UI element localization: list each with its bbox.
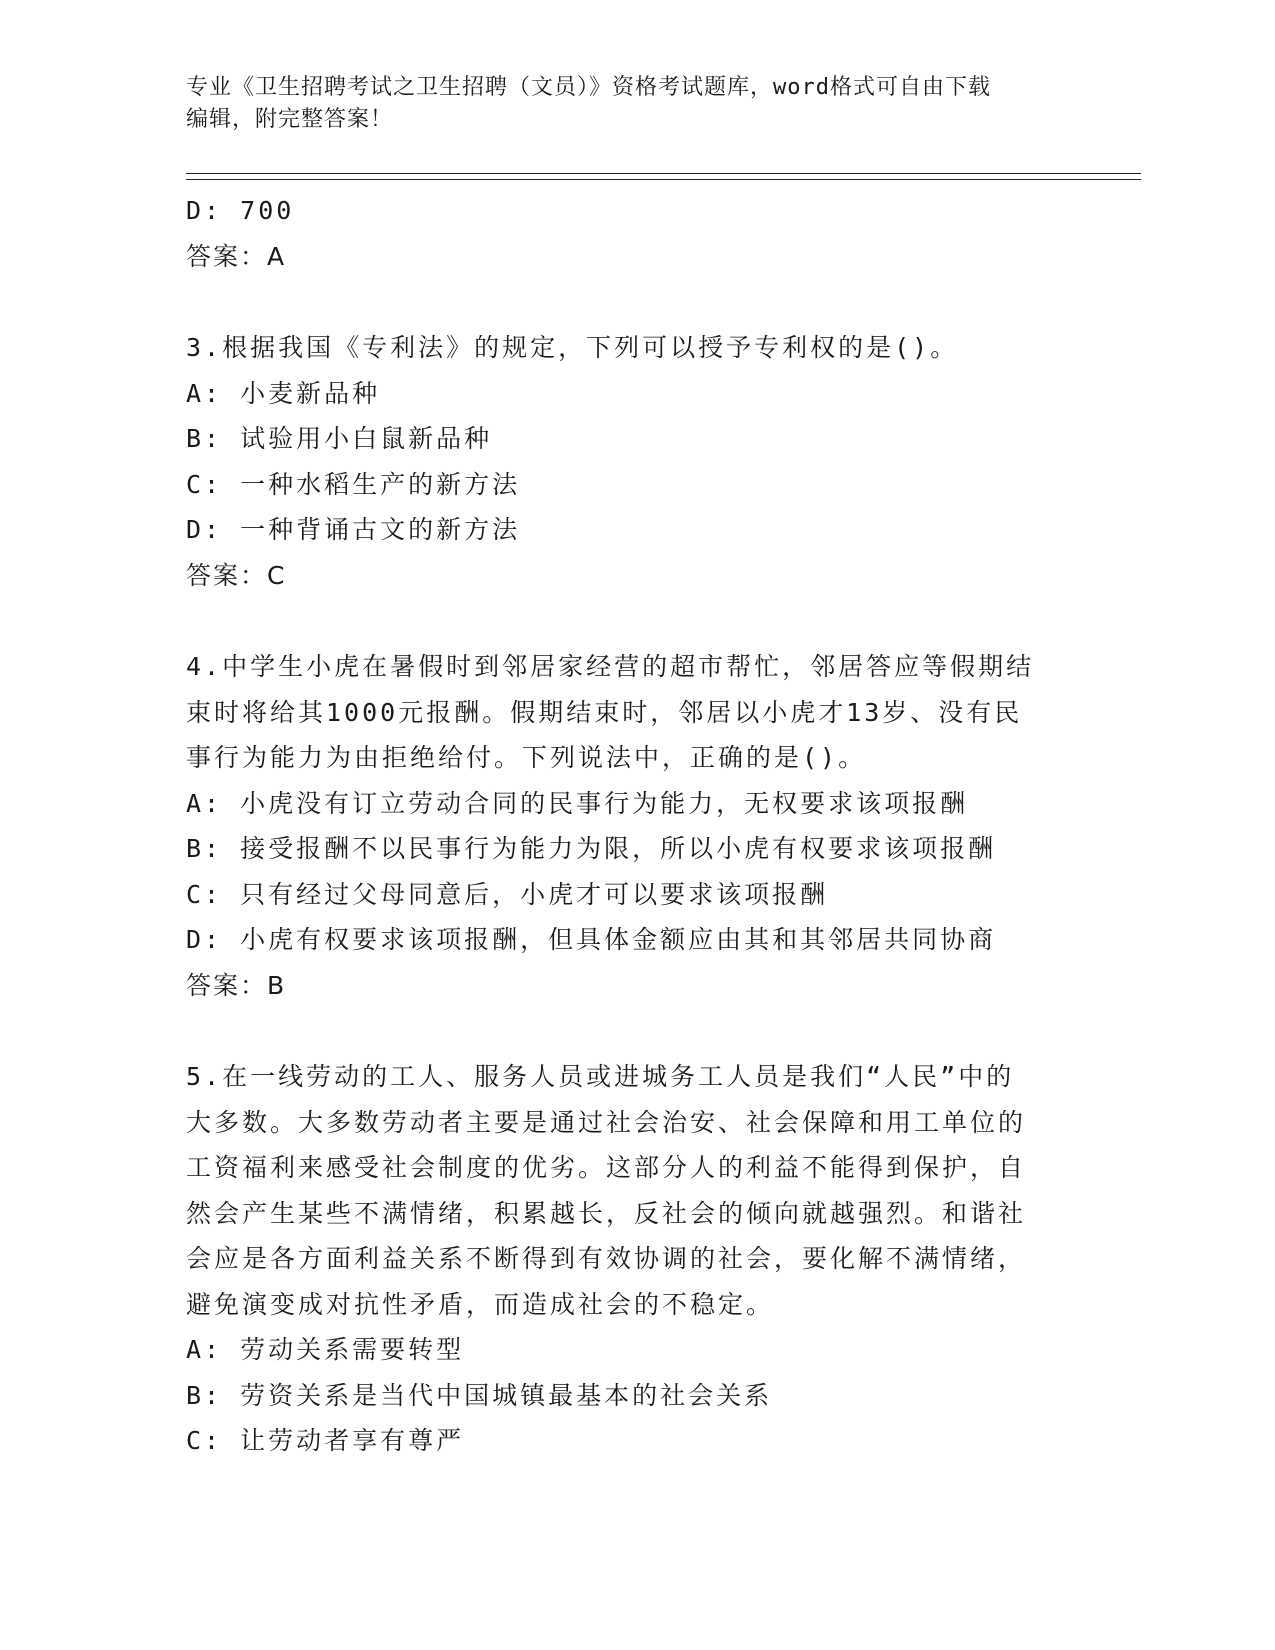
question-content (186, 188, 1046, 1464)
answer: 答案：B (186, 970, 287, 1000)
question-stem-line-2: 大多数。大多数劳动者主要是通过社会治安、社会保障和用工单位的 (186, 1107, 1027, 1137)
spacer (186, 279, 1046, 325)
option-a: A: 小虎没有订立劳动合同的民事行为能力，无权要求该项报酬 (186, 788, 969, 818)
question-stem-line-1: 4.中学生小虎在暑假时到邻居家经营的超市帮忙，邻居答应等假期结 (186, 652, 1035, 681)
option-c: C: 一种水稻生产的新方法 (186, 469, 521, 499)
header-line-1: 专业《卫生招聘考试之卫生招聘（文员）》资格考试题库，word格式可自由下载 (186, 75, 991, 100)
question-stem: 3.根据我国《专利法》的规定，下列可以授予专利权的是()。 (186, 333, 959, 362)
answer: 答案：A (186, 241, 287, 271)
spacer (186, 598, 1046, 644)
option-a: A: 小麦新品种 (186, 378, 381, 408)
document-header (186, 72, 1086, 136)
question-stem-line-5: 会应是各方面利益关系不断得到有效协调的社会，要化解不满情绪， (186, 1244, 1027, 1273)
header-line-2: 编辑，附完整答案！ (186, 107, 394, 132)
question-stem-line-1: 5.在一线劳动的工人、服务人员或进城务工人员是我们“人民”中的 (186, 1062, 1015, 1091)
option-d: D: 小虎有权要求该项报酬，但具体金额应由其和其邻居共同协商 (186, 925, 997, 954)
question-stem-line-3: 事行为能力为由拒绝给付。下列说法中，正确的是()。 (186, 743, 867, 772)
question-5 (186, 1054, 1046, 1464)
option-c: C: 只有经过父母同意后，小虎才可以要求该项报酬 (186, 879, 829, 909)
option-b: B: 接受报酬不以民事行为能力为限，所以小虎有权要求该项报酬 (186, 834, 997, 863)
question-stem-line-6: 避免演变成对抗性矛盾，而造成社会的不稳定。 (186, 1289, 775, 1319)
option-b: B: 试验用小白鼠新品种 (186, 424, 493, 453)
spacer (186, 1008, 1046, 1054)
answer: 答案：C (186, 560, 287, 590)
question-stem-line-2: 束时将给其1000元报酬。假期结束时，邻居以小虎才13岁、没有民 (186, 697, 1023, 727)
option-d: D: 700 (186, 196, 295, 225)
option-d: D: 一种背诵古文的新方法 (186, 515, 521, 544)
option-a: A: 劳动关系需要转型 (186, 1335, 465, 1364)
question-3 (186, 325, 1046, 598)
header-divider-top (186, 173, 1141, 174)
question-stem-line-3: 工资福利来感受社会制度的优劣。这部分人的利益不能得到保护，自 (186, 1153, 1027, 1182)
option-b: B: 劳资关系是当代中国城镇最基本的社会关系 (186, 1380, 773, 1410)
question-2-tail (186, 188, 1046, 279)
question-4 (186, 644, 1046, 1008)
question-stem-line-4: 然会产生某些不满情绪，积累越长，反社会的倾向就越强烈。和谐社 (186, 1198, 1027, 1228)
option-c: C: 让劳动者享有尊严 (186, 1426, 465, 1455)
header-divider-bottom (186, 179, 1141, 180)
